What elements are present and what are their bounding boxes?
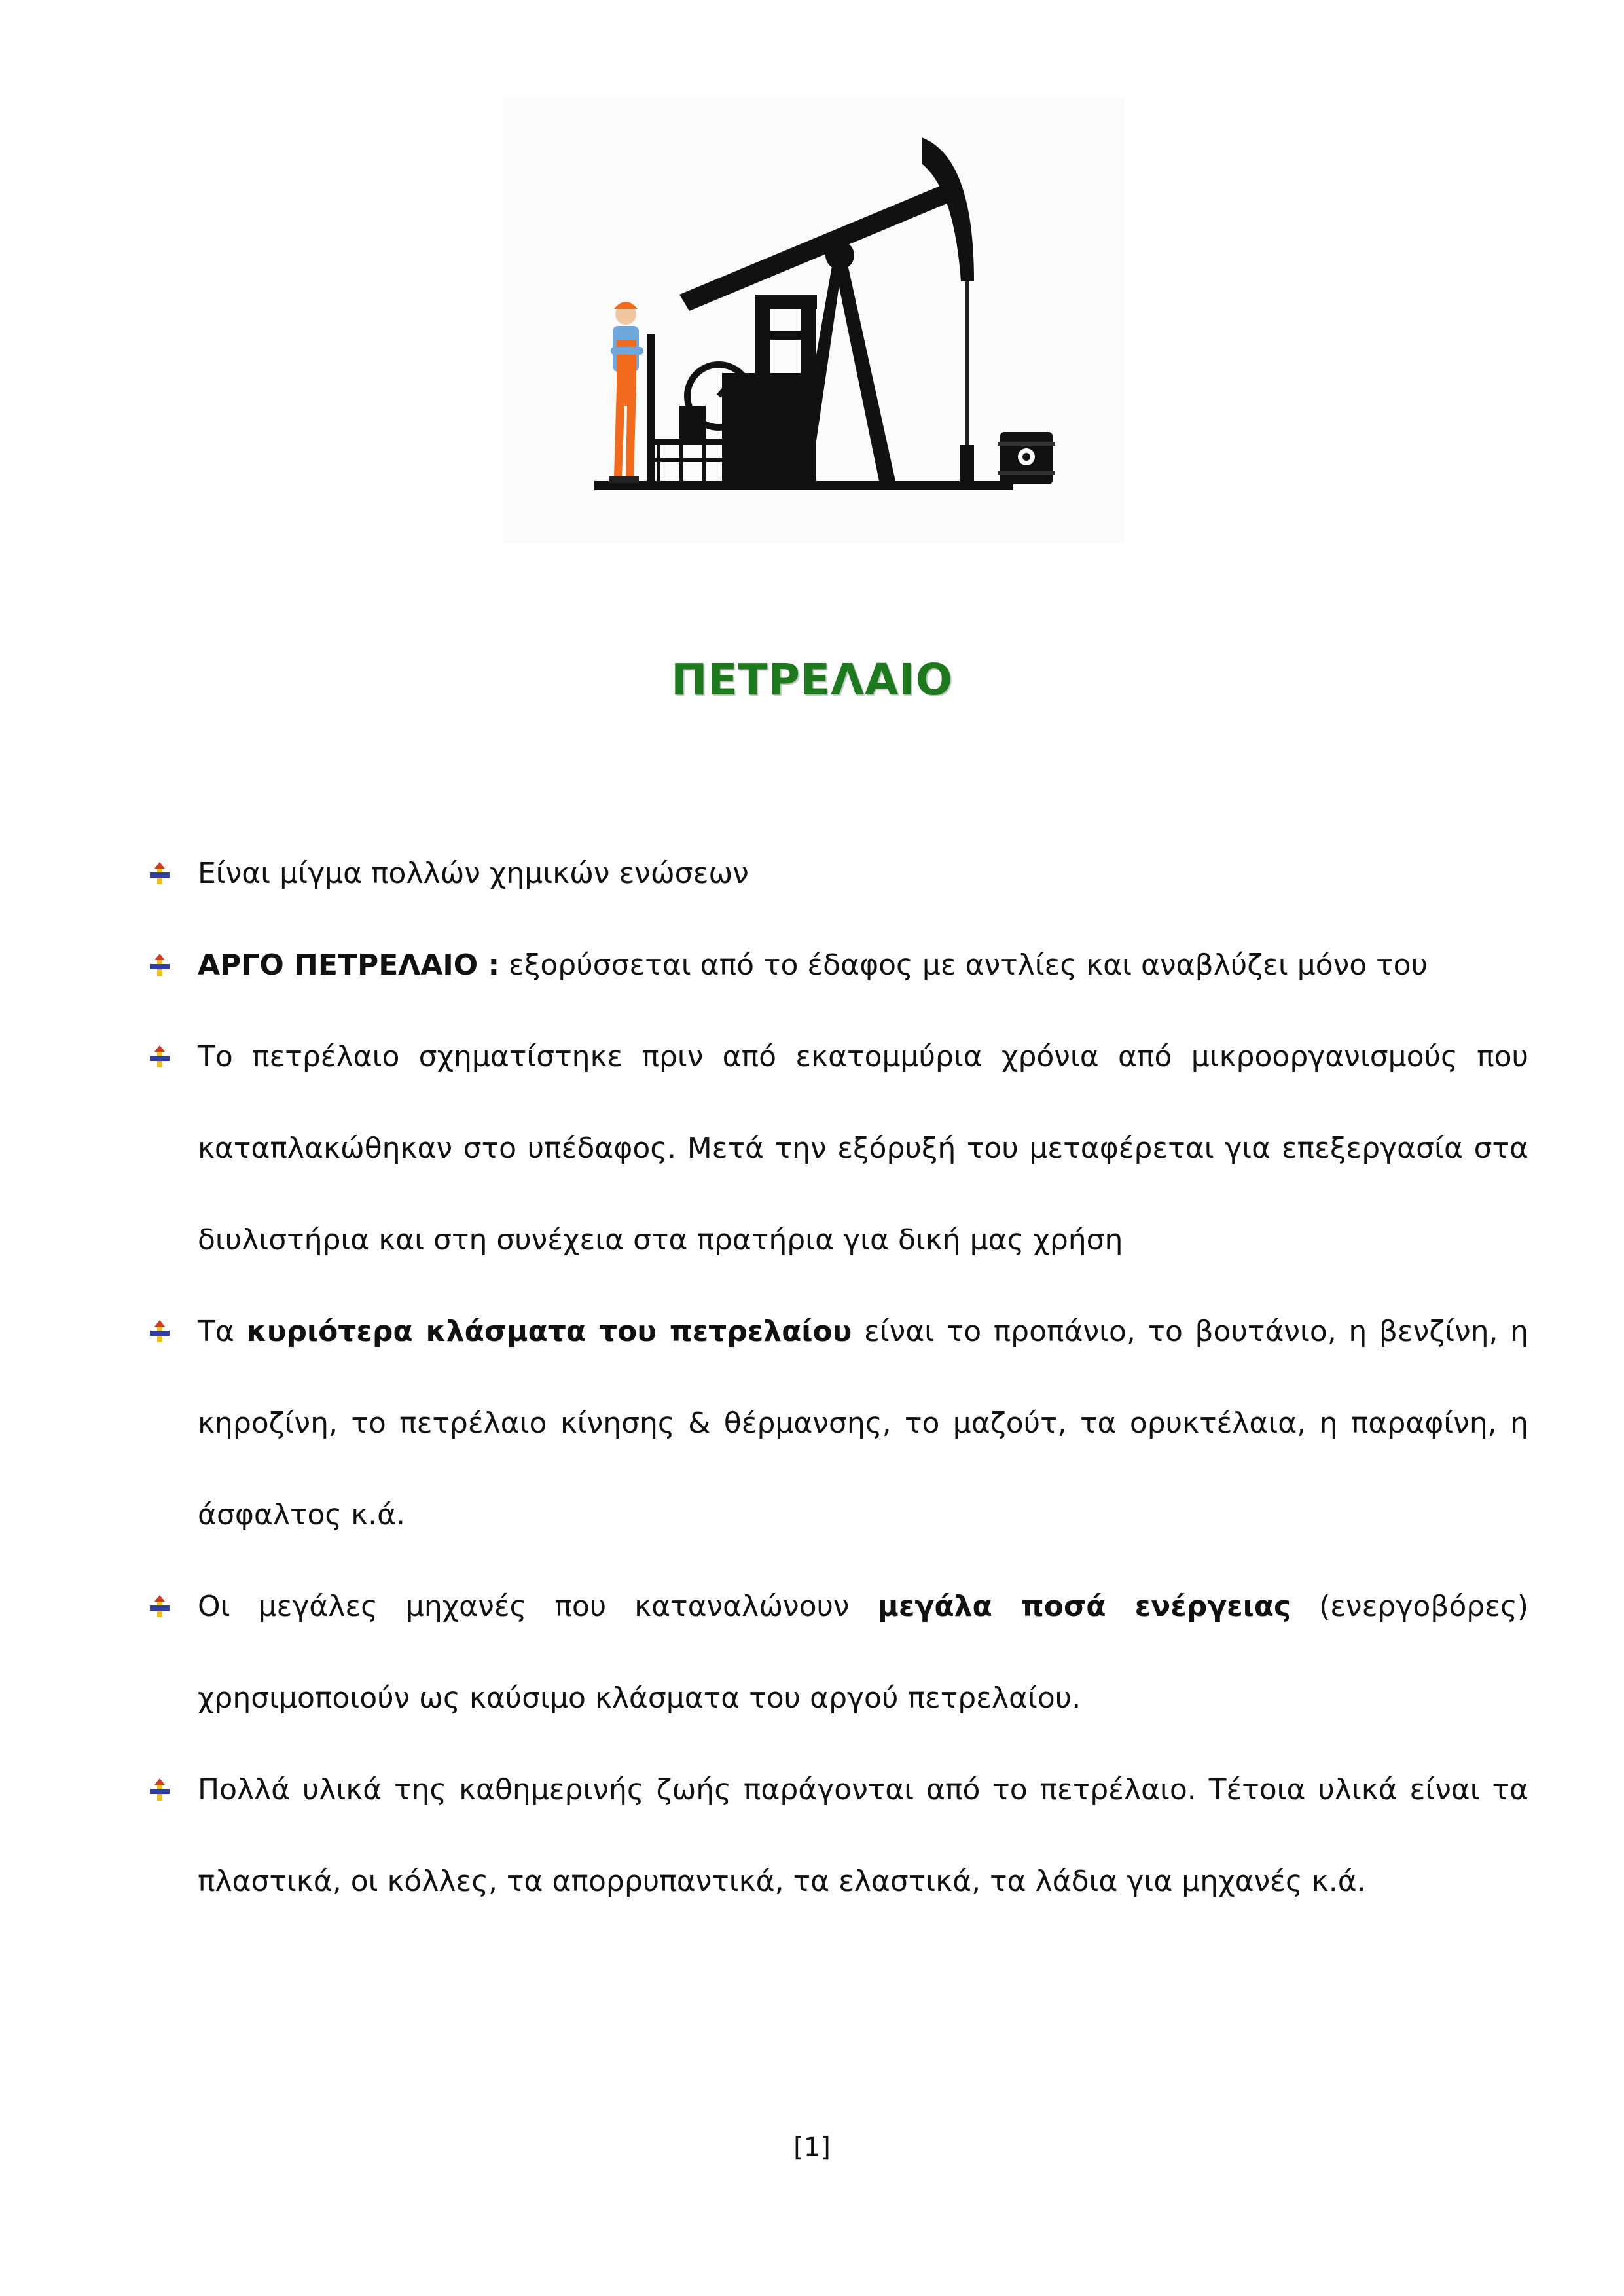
bullet-line <box>198 828 1528 920</box>
bold-text: ΑΡΓΟ ΠΕΤΡΕΛΑΙΟ : <box>198 948 500 982</box>
bold-text: μεγάλα ποσά ενέργειας <box>877 1590 1291 1623</box>
page-title: ΠΕΤΡΕΛΑΙΟ <box>671 655 953 705</box>
bullet-line <box>198 1103 1528 1194</box>
bullet-icon <box>147 1594 172 1619</box>
bullet-item <box>147 920 1528 1011</box>
text-run: (ενεργοβόρες) <box>1291 1590 1528 1623</box>
page-number: [1] <box>793 2132 831 2162</box>
text-run: Πολλά υλικά της καθημερινής ζωής παράγονται από το πετρέλαιο. Τέτοια υλικά είναι τα <box>198 1773 1528 1806</box>
bullet-item <box>147 828 1528 920</box>
bullet-line <box>198 1194 1528 1286</box>
bullet-icon <box>147 952 172 977</box>
text-run: Είναι μίγμα πολλών χημικών ενώσεων <box>198 857 749 890</box>
bullet-icon <box>147 1319 172 1344</box>
bullet-line <box>198 1836 1528 1928</box>
bullet-line <box>198 1653 1528 1744</box>
bullet-line <box>198 1378 1528 1469</box>
bullet-item <box>147 1286 1528 1561</box>
text-run: εξορύσσεται από το έδαφος με αντλίες και αναβλύζει μόνο του <box>499 948 1428 982</box>
text-run: Τα <box>198 1315 247 1348</box>
bullet-line <box>198 1561 1528 1653</box>
bullet-line <box>198 1469 1528 1561</box>
bullet-icon <box>147 1044 172 1069</box>
text-run: Οι μεγάλες μηχανές που καταναλώνουν <box>198 1590 878 1623</box>
bullet-item <box>147 1561 1528 1744</box>
text-run: χρησιμοποιούν ως καύσιμο κλάσματα του αργού πετρελαίου. <box>198 1681 1081 1715</box>
bullet-line <box>198 920 1528 1011</box>
text-run: πλαστικά, οι κόλλες, τα απορρυπαντικά, τα ελαστικά, τα λάδια για μηχανές κ.ά. <box>198 1865 1366 1898</box>
bullet-item <box>147 1744 1528 1928</box>
oil-pumpjack-illustration <box>503 98 1125 543</box>
bullet-list <box>147 828 1528 1928</box>
bullet-icon <box>147 1777 172 1802</box>
bullet-item <box>147 1011 1528 1286</box>
bullet-line <box>198 1011 1528 1103</box>
text-run: καταπλακώθηκαν στο υπέδαφος. Μετά την εξόρυξή του μεταφέρεται για επεξεργασία στα <box>198 1132 1528 1165</box>
bold-text: κυριότερα κλάσματα του πετρελαίου <box>246 1315 852 1348</box>
text-run: είναι το προπάνιο, το βουτάνιο, η βενζίνη, η <box>852 1315 1529 1348</box>
text-run: Το πετρέλαιο σχηματίστηκε πριν από εκατομμύρια χρόνια από μικροοργανισμούς που <box>198 1040 1528 1073</box>
text-run: κηροζίνη, το πετρέλαιο κίνησης & θέρμανσης, το μαζούτ, τα ορυκτέλαια, η παραφίνη, η <box>198 1407 1528 1440</box>
text-run: άσφαλτος κ.ά. <box>198 1498 406 1532</box>
bullet-line <box>198 1744 1528 1836</box>
bullet-icon <box>147 861 172 886</box>
bullet-line <box>198 1286 1528 1378</box>
text-run: διυλιστήρια και στη συνέχεια στα πρατήρια για δική μας χρήση <box>198 1223 1123 1257</box>
